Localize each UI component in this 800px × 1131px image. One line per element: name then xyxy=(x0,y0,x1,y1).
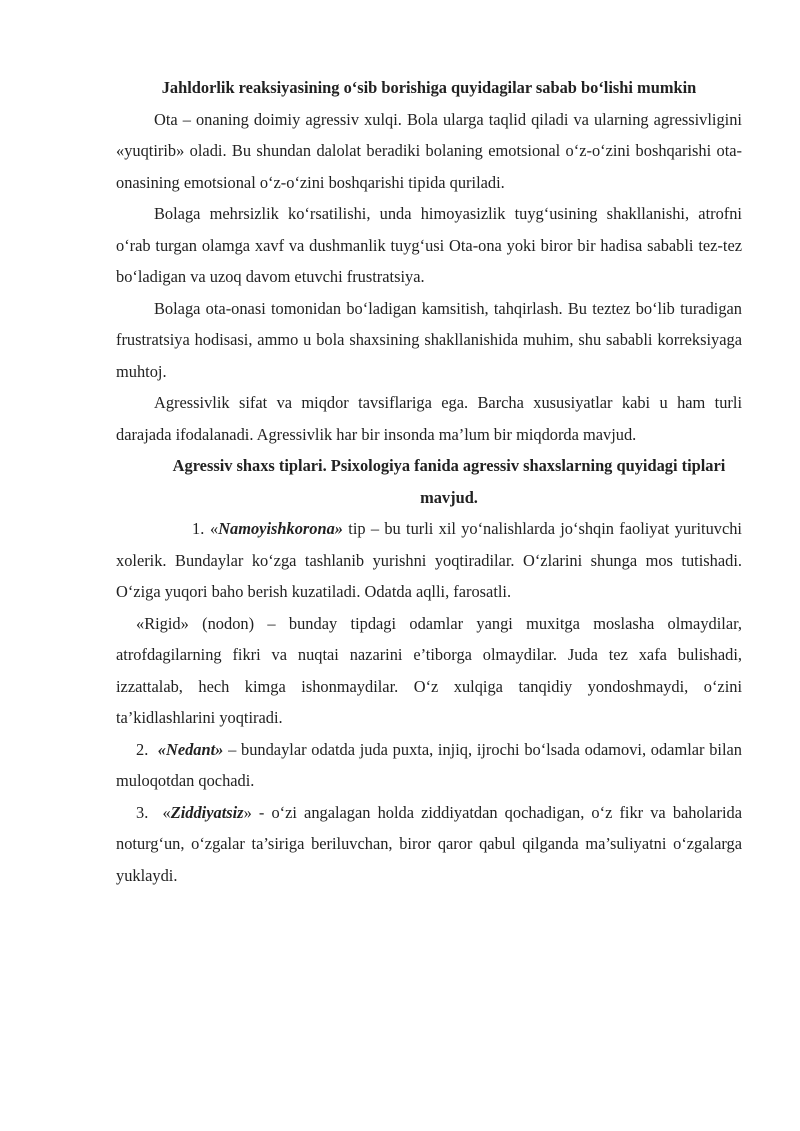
list-item xyxy=(116,513,742,608)
paragraph: Bolaga mehrsizlik ko‘rsatilishi, unda himoyasizlik tuyg‘usining shakllanishi, atrofni o‘rab turgan olamga xavf va dushmanlik tuyg‘usi Ota-ona yoki biror bir hadisa sababli tez-tez bo‘ladigan va uzoq davom etuvchi frustratsiya. xyxy=(116,204,742,286)
paragraph: Ota – onaning doimiy agressiv xulqi. Bola ularga taqlid qiladi va ularning agressivligini «yuqtirib» oladi. Bu shundan dalolat beradiki bolaning emotsional o‘z-o‘zini boshqarishi ota-onasining emotsional o‘z-o‘zini boshqarishi tipida quriladi. xyxy=(116,109,742,192)
list-text: tip – bu turli xil yo‘nalishlarda jo‘shqin faoliyat yurituvchi xolerik. Bundaylar ko‘zga tashlanib yurishni yoqtiradilar. O‘zlarini shunga mos tutishadi. O‘ziga yuqori baho berish kuzatiladi. Odatda aqlli, farosatli. xyxy=(116,519,742,601)
paragraph: Agressivlik sifat va miqdor tavsiflariga ega. Barcha xususiyatlar kabi u ham turli darajada ifodalanadi. Agressivlik har bir insonda ma’lum bir miqdorda mavjud. xyxy=(116,393,742,444)
list-term: «Nedant» xyxy=(157,739,224,759)
quote-mark: « xyxy=(210,519,219,538)
list-text: – bundaylar odatda juda puxta, injiq, ijrochi bo‘lsada odamovi, odamlar bilan muloqotdan qochadi. xyxy=(116,739,743,790)
list-number: 3. xyxy=(136,802,149,822)
quote-mark: « xyxy=(162,802,171,822)
list-item xyxy=(116,734,742,797)
section-heading: Agressiv shaxs tiplari. Psixologiya fanida agressiv shaxslarning quyidagi tiplari mavjud. xyxy=(172,456,726,507)
paragraph: «Rigid» (nodon) – bunday tipdagi odamlar yangi muxitga moslasha olmaydilar, atrofdagilarning fikri va nuqtai nazarini e’tiborga olmaydilar. Juda tez xafa bulishadi, izzattalab, hech kimga ishonmaydilar. O‘z xulqiga tanqidiy yondoshmaydi, o‘zini ta’kidlashlarini yoqtiradi. xyxy=(116,613,742,727)
list-number: 1. xyxy=(192,519,205,538)
list-item xyxy=(116,797,742,892)
list-term: Namoyishkorona» xyxy=(218,519,343,538)
list-term: Ziddiyatsiz xyxy=(170,802,244,822)
section-heading: Jahldorlik reaksiyasining o‘sib borishiga quyidagilar sabab bo‘lishi mumkin xyxy=(161,78,697,97)
paragraph: Bolaga ota-onasi tomonidan bo‘ladigan kamsitish, tahqirlash. Bu teztez bo‘lib turadigan frustratsiya hodisasi, ammo u bola shaxsining shakllanishida muhim, shu sababli korreksiyaga muhtoj. xyxy=(116,298,742,381)
list-text: » - o‘zi angalagan holda ziddiyatdan qochadigan, o‘z fikr va baholarida noturg‘un, o‘zgalar ta’siriga beriluvchan, biror qaror qabul qilganda ma’suliyatni o‘zgalarga yuklaydi. xyxy=(116,802,742,885)
list-number: 2. xyxy=(136,739,149,759)
document-page xyxy=(116,72,742,891)
